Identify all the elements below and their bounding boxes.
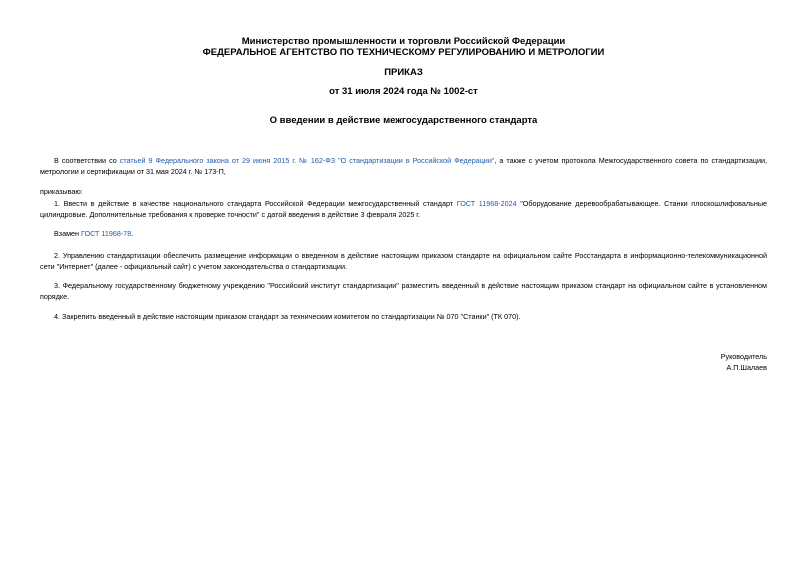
replace-text: Взамен: [54, 229, 81, 238]
law-link[interactable]: статьей 9 Федерального закона от 29 июня 2015 г. № 162-ФЗ "О стандартизации в Российской Федерации": [119, 156, 495, 165]
agency-name: ФЕДЕРАЛЬНОЕ АГЕНТСТВО ПО ТЕХНИЧЕСКОМУ РЕГУЛИРОВАНИЮ И МЕТРОЛОГИИ: [202, 47, 605, 58]
item-4-paragraph: 4. Закрепить введенный в действие настоящим приказом стандарт за техническим комитетом по стандартизации № 070 "Станки" (ТК 070).: [54, 312, 521, 321]
preamble-text: В соответствии со: [54, 156, 120, 165]
document-type: ПРИКАЗ: [384, 67, 423, 78]
gost-2024-link[interactable]: ГОСТ 11968-2024: [456, 199, 517, 208]
signature-position: Руководитель: [720, 352, 767, 361]
item-3-paragraph: 3. Федеральному государственному бюджетному учреждению "Российский институт стандартизации" разместить введенный в действие настоящим приказом стандарт на официальном сайте в установленном порядке.: [40, 281, 767, 301]
replace-text-rest: .: [131, 229, 134, 238]
item-2-paragraph: 2. Управлению стандартизации обеспечить размещение информации о введенном в действие настоящим приказом стандарте на официальном сайте Росстандарта в информационно-телекоммуникационной сети "Интернет" (далее - официальный сайт) с учетом законодательства о стандартизации.: [40, 251, 767, 271]
item-1-text: 1. Ввести в действие в качестве национального стандарта Российской Федерации межгосударственный стандарт: [54, 199, 457, 208]
document-date-number: от 31 июля 2024 года № 1002-ст: [329, 86, 478, 97]
ministry-name: Министерство промышленности и торговли Российской Федерации: [241, 36, 566, 47]
item-1-paragraph: [40, 198, 767, 220]
order-word: приказываю:: [40, 187, 83, 196]
signature-name: А.П.Шалаев: [726, 363, 767, 372]
document-title: О введении в действие межгосударственного стандарта: [269, 115, 538, 126]
preamble-paragraph: [40, 155, 767, 177]
gost-1978-link[interactable]: ГОСТ 11968-78: [81, 229, 132, 238]
preamble-text-rest: , а также с учетом протокола Межгосударственного совета по стандартизации, метрологии и сертификации от 31 мая 2024 г. № 173-П,: [40, 156, 767, 176]
replace-paragraph: [40, 228, 767, 239]
item-1-text-rest: "Оборудование деревообрабатывающее. Станки плоскошлифовальные цилиндровые. Дополнительные требования к проверке точности" с датой введения в действие 3 февраля 2025 г.: [40, 199, 767, 219]
